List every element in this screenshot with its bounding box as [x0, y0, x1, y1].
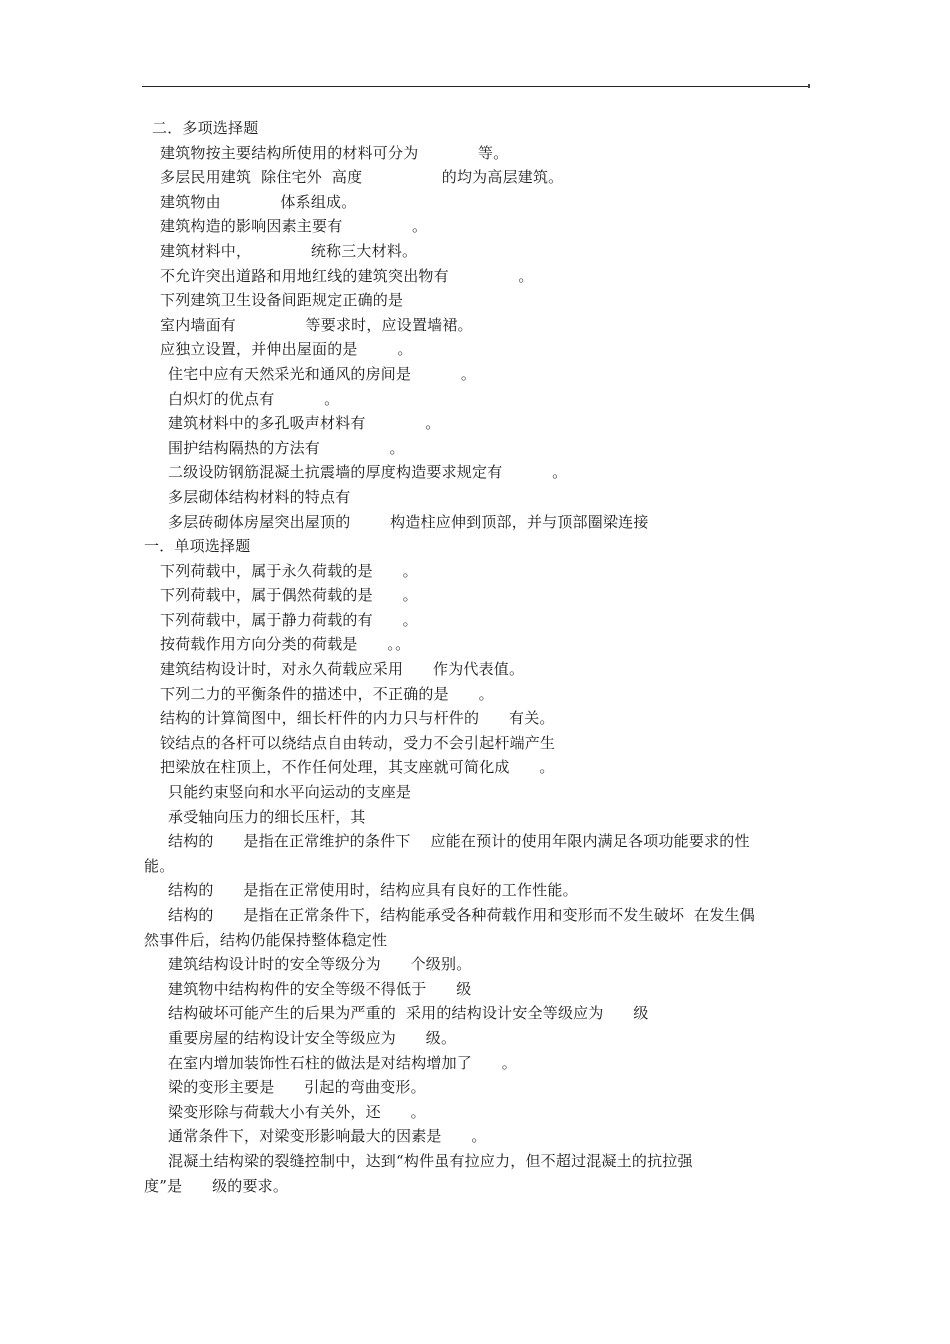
- question-line: 二级设防钢筋混凝土抗震墙的厚度构造要求规定有 。: [168, 463, 568, 482]
- question-line: 下列荷载中，属于偶然荷载的是 。: [160, 586, 418, 605]
- question-line: 多层砌体结构材料的特点有: [168, 487, 351, 506]
- question-line: 不允许突出道路和用地红线的建筑突出物有 。: [160, 266, 534, 285]
- question-line: 建筑物中结构构件的安全等级不得低于 级: [168, 979, 472, 998]
- question-line: 室内墙面有 等要求时，应设置墙裙。: [160, 315, 473, 334]
- question-line: 建筑物按主要结构所使用的材料可分为 等。: [160, 143, 509, 162]
- question-line: 建筑构造的影响因素主要有 。: [160, 217, 428, 236]
- question-line: 多层砖砌体房屋突出屋顶的 构造柱应伸到顶部，并与顶部圈梁连接: [168, 512, 649, 531]
- question-line: 围护结构隔热的方法有 。: [168, 438, 405, 457]
- question-line: 结构破坏可能产生的后果为严重的 采用的结构设计安全等级应为 级: [168, 1004, 649, 1023]
- question-line: 按荷载作用方向分类的荷载是 。。: [160, 635, 411, 654]
- question-line: 结构的 是指在正常条件下，结构能承受各种荷载作用和变形而不发生破坏 在发生偶: [168, 906, 755, 924]
- question-line: 铰结点的各杆可以绕结点自由转动，受力不会引起杆端产生: [160, 733, 556, 752]
- question-line: 只能约束竖向和水平向运动的支座是: [168, 783, 412, 802]
- question-line: 把梁放在柱顶上，不作任何处理，其支座就可简化成 。: [160, 758, 555, 777]
- question-line: 建筑材料中的多孔吸声材料有 。: [168, 414, 441, 433]
- question-line: 结构的 是指在正常使用时，结构应具有良好的工作性能。: [168, 881, 578, 900]
- question-line: 应独立设置，并伸出屋面的是 。: [160, 340, 413, 359]
- question-line: 通常条件下，对梁变形影响最大的因素是 。: [168, 1127, 487, 1146]
- question-line-continuation: 然事件后，结构仍能保持整体稳定性: [144, 930, 388, 949]
- question-line: 在室内增加装饰性石柱的做法是对结构增加了 。: [168, 1053, 518, 1072]
- question-line: 梁的变形主要是 引起的弯曲变形。: [168, 1078, 426, 1097]
- question-line: 下列二力的平衡条件的描述中，不正确的是 。: [160, 684, 494, 703]
- document-body: [144, 116, 808, 1198]
- question-line: 承受轴向压力的细长压杆，其: [168, 807, 366, 826]
- question-line: 结构的 是指在正常维护的条件下 应能在预计的使用年限内满足各项功能要求的性: [168, 832, 750, 851]
- header-rule: [142, 86, 808, 87]
- question-line: 白炽灯的优点有 。: [168, 389, 340, 408]
- section-title-multiple-choice: 二．多项选择题: [152, 119, 259, 137]
- question-line: 混凝土结构梁的裂缝控制中，达到“构件虽有拉应力，但不超过混凝土的抗拉强: [168, 1151, 693, 1170]
- question-line: 建筑结构设计时，对永久荷载应采用 作为代表值。: [160, 660, 525, 679]
- question-line: 建筑结构设计时的安全等级分为 个级别。: [168, 955, 472, 974]
- question-line: 结构的计算简图中，细长杆件的内力只与杆件的 有关。: [160, 709, 555, 728]
- question-line-continuation: 能。: [144, 856, 175, 875]
- question-line: 建筑材料中， 统称三大材料。: [160, 241, 418, 260]
- header-tick-mark: [808, 84, 810, 88]
- question-line: 梁变形除与荷载大小有关外，还 。: [168, 1102, 426, 1121]
- question-line-continuation: 度”是 级的要求。: [144, 1176, 289, 1195]
- question-line: 下列荷载中，属于永久荷载的是 。: [160, 561, 418, 580]
- question-line: 重要房屋的结构设计安全等级应为 级。: [168, 1028, 457, 1047]
- question-line: 下列建筑卫生设备间距规定正确的是: [160, 291, 404, 310]
- question-line: 多层民用建筑 除住宅外 高度 的均为高层建筑。: [160, 168, 564, 187]
- question-line: 下列荷载中，属于静力荷载的有 。: [160, 610, 418, 629]
- question-line: 建筑物由 体系组成。: [160, 192, 357, 211]
- section-title-single-choice: 一．单项选择题: [144, 537, 251, 556]
- question-line: 住宅中应有天然采光和通风的房间是 。: [168, 364, 477, 383]
